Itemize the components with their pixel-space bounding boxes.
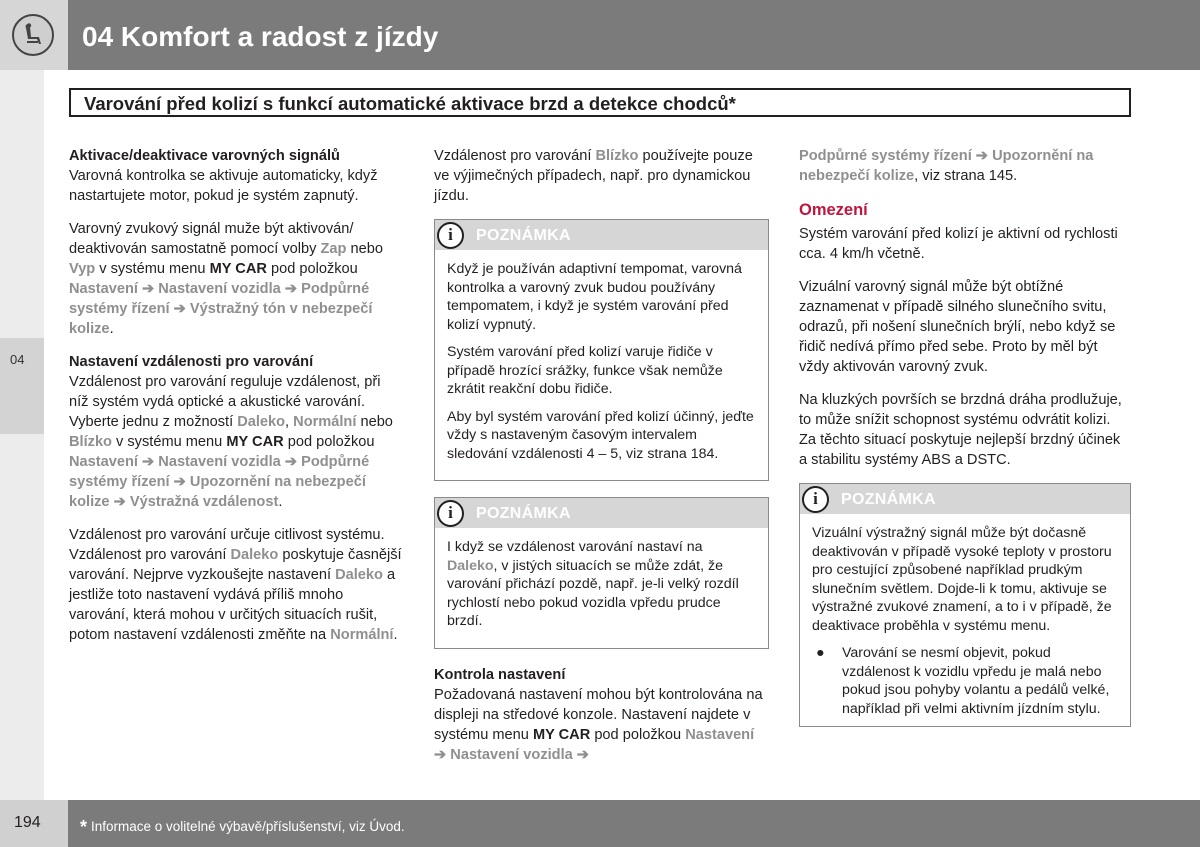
menu-path: Nastavení ➔ Nastavení vozidla ➔ Podpůrné systémy řízení ➔ Výstražný tón v nebezpečí kolize <box>69 281 373 337</box>
note-text: Vizuální výstražný signál může být dočasně deaktivován v případě vysoké teploty v prostoru pro cestující způsobené například prudkým slunečním světlem. Dojde-li k tomu, aktivuje se výstražné zvukové znamení, a to i v případě, že deaktivace proběhla v systému menu. <box>812 525 1112 634</box>
note-header <box>435 220 768 250</box>
paragraph <box>434 665 769 765</box>
menu-name: MY CAR <box>532 726 591 743</box>
note-body <box>435 528 768 648</box>
menu-name: MY CAR <box>226 434 284 450</box>
text: Varovný zvukový signál muže být aktivován/ deaktivován samostatně pomocí volby <box>69 221 354 257</box>
chapter-side-tab-label: 04 <box>10 352 25 367</box>
menu-name: MY CAR <box>209 261 267 277</box>
paragraph: Systém varování před kolizí je aktivní od rychlosti cca. 4 km/h včetně. <box>799 226 1118 262</box>
paragraph <box>69 146 404 206</box>
info-icon: i <box>802 486 829 513</box>
menu-option-daleko: Daleko <box>230 547 279 563</box>
subheading-limitations: Omezení <box>799 201 868 219</box>
note-header <box>435 498 768 528</box>
subheading-check: Kontrola nastavení <box>434 666 566 683</box>
note-body <box>800 514 1130 726</box>
section-title: Varování před kolizí s funkcí automatické aktivace brzd a detekce chodců* <box>69 88 1131 117</box>
menu-option-normalni: Normální <box>330 627 394 643</box>
menu-option-zap: Zap <box>320 241 347 257</box>
menu-option-daleko: Daleko <box>447 557 494 574</box>
text: Vzdálenost pro varování <box>434 148 596 164</box>
note-text: Systém varování před kolizí varuje řidiče v případě hrozící srážky, funkce však nemůže zkrátit reakční dobu řidiče. <box>447 344 723 397</box>
text: nebo <box>346 241 383 257</box>
text: Požadovaná nastavení mohou být kontrolována na displeji na středové konzole. Nastavení najdete v systému menu <box>434 686 763 743</box>
paragraph <box>69 525 404 645</box>
side-margin <box>0 70 44 800</box>
info-icon: i <box>437 500 464 527</box>
menu-option-daleko: Daleko <box>335 567 383 583</box>
paragraph <box>799 146 1131 186</box>
note-box <box>434 219 769 481</box>
text: . <box>278 494 283 510</box>
text: nebo <box>356 414 393 430</box>
footnote-star: * <box>80 817 88 837</box>
text: Vzdálenost pro varování reguluje vzdálenost, při níž systém vydá optické a akustické varování. Vyberte jednu z možností <box>69 374 381 430</box>
bullet-icon: ● <box>816 645 825 661</box>
menu-option-normalni: Normální <box>293 414 357 430</box>
note-text: Aby byl systém varování před kolizí účinný, jeďte vždy s nastaveným časovým intervalem sledování vzdálenosti 4 – 5, viz strana 184. <box>447 408 754 462</box>
subheading-activation: Aktivace/deaktivace varovných signálů <box>69 148 340 164</box>
text: Varovná kontrolka se aktivuje automaticky, když nastartujete motor, pokud je systém zapnutý. <box>69 168 378 204</box>
menu-path: Podpůrné systémy řízení ➔ Upozornění na nebezpečí kolize <box>799 148 1094 184</box>
note-header <box>800 484 1130 514</box>
note-text <box>447 538 756 631</box>
paragraph: Na kluzkých površích se brzdná dráha prodlužuje, to může snížit schopnost systému odvrátit kolizi. Za těchto situací poskytuje nejlepší brzdný účinek a stabilitu systémy ABS a DSTC. <box>799 392 1122 468</box>
text: používejte pouze ve výjimečných případech, např. pro dynamickou jízdu. <box>434 148 753 204</box>
paragraph <box>434 146 769 206</box>
subheading-distance: Nastavení vzdálenosti pro varování <box>69 354 314 370</box>
text: pod položkou <box>590 726 686 743</box>
note-box <box>434 497 769 649</box>
info-icon: i <box>437 222 464 249</box>
note-text: Když je používán adaptivní tempomat, varovná kontrolka a varovný zvuk budou používány tempomatem, i když je systém varování před kolizí vypnutý. <box>447 261 742 333</box>
text: I když se vzdálenost varování nastaví na <box>447 539 703 555</box>
list-item <box>812 644 1118 718</box>
note-title: POZNÁMKA <box>841 491 936 508</box>
list-item-text: Varování se nesmí objevit, pokud vzdálenost k vozidlu vpředu je malá nebo pokud jsou pohyby volantu a pedálů velké, například při velmi aktivním jízdním stylu. <box>842 645 1110 717</box>
note-title: POZNÁMKA <box>476 227 571 244</box>
paragraph <box>69 219 404 339</box>
menu-path: Nastavení ➔ Nastavení vozidla ➔ <box>434 726 755 763</box>
note-box <box>799 483 1131 727</box>
paragraph: Vizuální varovný signál může být obtížné zaznamenat v případě silného slunečního svitu, odrazů, při nošení slunečních brýlí, nebo když se řidič nedívá přímo před sebe. Proto by měl být vždy aktivován varovný zvuk. <box>799 279 1116 375</box>
text: . <box>109 321 114 337</box>
column-3 <box>799 146 1131 743</box>
menu-option-blizko: Blízko <box>69 434 112 450</box>
column-2 <box>434 146 769 778</box>
menu-path: Nastavení ➔ Nastavení vozidla ➔ Podpůrné systémy řízení ➔ Upozornění na nebezpečí kolize ➔ Výstražná vzdálenost <box>69 454 370 510</box>
text: poskytuje časnější varování. Nejprve vyzkoušejte nastavení <box>69 547 402 583</box>
text: , v jistých situacích se může zdát, že varování přichází pozdě, např. je-li velký rozdíl rychlostí nebo pokud vozidla vpředu prudce brzdí. <box>447 557 739 629</box>
text: Vzdálenost pro varování určuje citlivost systému. Vzdálenost pro varování <box>69 527 385 563</box>
footnote <box>68 800 1200 847</box>
note-body <box>435 250 768 480</box>
text: a jestliže toto nastavení vydává příliš mnoho varování, která mohou v určitých situacích rušit, potom nastavení vzdálenosti změňte na <box>69 567 396 643</box>
footnote-text: Informace o volitelné výbavě/příslušenství, viz Úvod. <box>91 819 405 834</box>
menu-option-daleko: Daleko <box>237 414 286 430</box>
text: v systému menu <box>111 434 227 450</box>
chapter-title: 04 Komfort a radost z jízdy <box>68 0 1200 70</box>
text: , <box>285 414 294 430</box>
menu-option-blizko: Blízko <box>595 148 639 164</box>
note-title: POZNÁMKA <box>476 505 571 522</box>
page-header <box>0 0 1200 70</box>
paragraph <box>69 352 404 512</box>
menu-option-vyp: Vyp <box>69 261 96 277</box>
text: , viz strana 145. <box>914 168 1018 184</box>
text: pod položkou <box>266 261 358 277</box>
chapter-icon-area <box>0 0 68 70</box>
text: pod položkou <box>283 434 375 450</box>
seat-icon <box>12 14 54 56</box>
page-number: 194 <box>0 800 68 847</box>
text: . <box>393 627 398 643</box>
column-1 <box>69 146 404 658</box>
text: v systému menu <box>95 261 210 277</box>
